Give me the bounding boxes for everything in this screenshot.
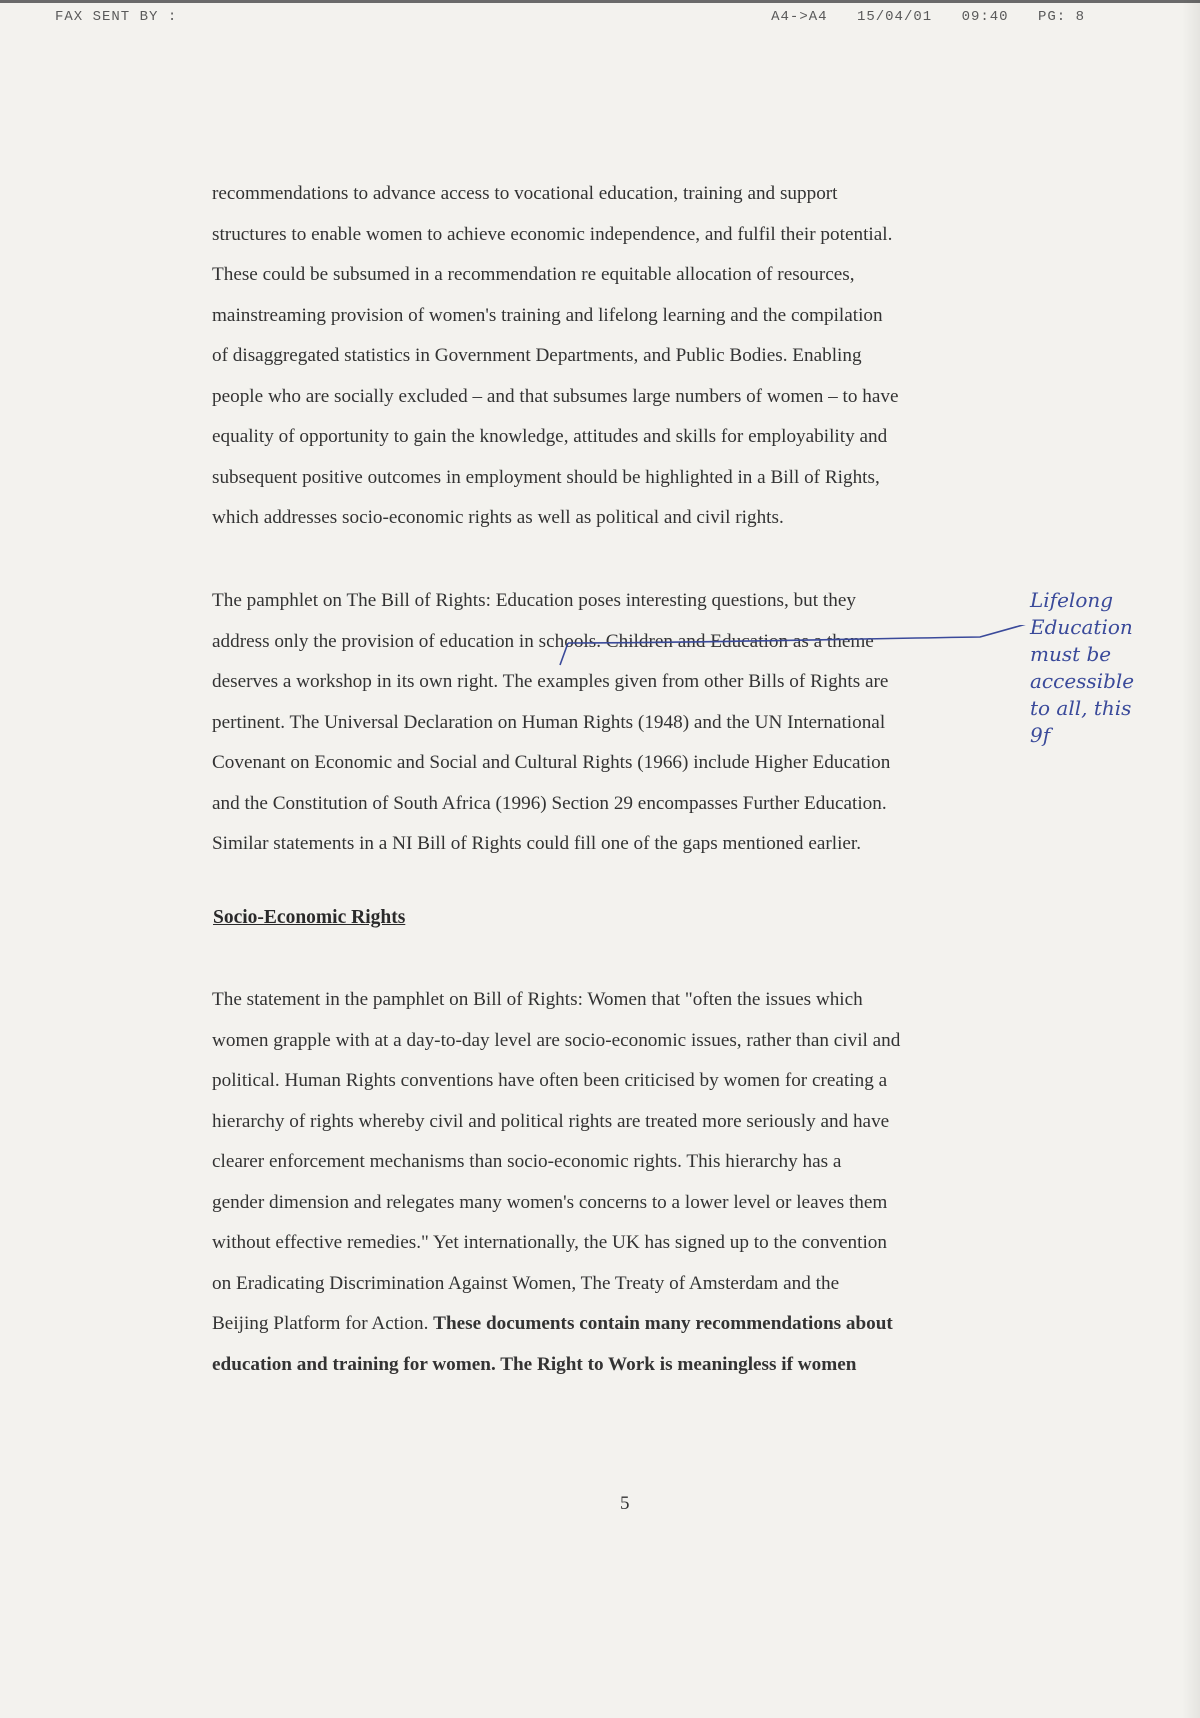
paragraph-education-pamphlet <box>212 581 1042 865</box>
bold-text-line: education and training for women. The Right to Work is meaningless if women <box>212 1353 857 1375</box>
text-line: hierarchy of rights whereby civil and political rights are treated more seriously and have <box>212 1110 890 1132</box>
note-line: to all, this <box>1030 696 1132 720</box>
text-line: mainstreaming provision of women's training and lifelong learning and the compilation <box>212 304 883 326</box>
text-run: Beijing Platform for Action. <box>212 1313 434 1334</box>
text-line: The pamphlet on The Bill of Rights: Education poses interesting questions, but they <box>212 590 856 611</box>
page-edge-shadow <box>1182 0 1200 1718</box>
text-line: Covenant on Economic and Social and Cultural Rights (1966) include Higher Education <box>212 752 891 773</box>
paragraph-socio-economic-rights <box>212 980 1042 1385</box>
fax-date: 15/04/01 <box>856 9 933 25</box>
fax-page: PG: 8 <box>1037 9 1085 25</box>
text-line: structures to enable women to achieve economic independence, and fulfil their potential. <box>212 223 893 245</box>
text-line: of disaggregated statistics in Government Departments, and Public Bodies. Enabling <box>212 345 862 366</box>
text-line: subsequent positive outcomes in employment should be highlighted in a Bill of Rights, <box>212 466 880 488</box>
text-line: gender dimension and relegates many women's concerns to a lower level or leaves them <box>212 1191 888 1213</box>
text-line: Similar statements in a NI Bill of Rights could fill one of the gaps mentioned earlier. <box>212 833 862 854</box>
top-edge <box>0 0 1200 3</box>
fax-transmission-info <box>751 9 1085 25</box>
text-line: recommendations to advance access to vocational education, training and support <box>212 183 838 204</box>
note-line: Education <box>1030 615 1133 639</box>
note-line: accessible <box>1030 669 1135 693</box>
fax-time: 09:40 <box>961 9 1009 25</box>
text-line: women grapple with at a day-to-day level are socio-economic issues, rather than civil and <box>212 1029 901 1051</box>
fax-sender-label: FAX SENT BY : <box>55 9 178 25</box>
section-heading: Socio-Economic Rights <box>213 907 406 928</box>
fax-route: A4->A4 <box>771 9 828 25</box>
handwritten-insertion-mark <box>540 625 1040 685</box>
note-line: must be <box>1030 642 1112 666</box>
text-line: which addresses socio-economic rights as well as political and civil rights. <box>212 507 784 528</box>
text-line: political. Human Rights conventions have often been criticised by women for creating a <box>212 1070 888 1091</box>
text-line: clearer enforcement mechanisms than socio-economic rights. This hierarchy has a <box>212 1151 842 1172</box>
text-line: deserves a workshop in its own right. The examples given from other Bills of Rights are <box>212 671 889 692</box>
note-line: 9f <box>1030 723 1051 747</box>
text-line: address only the provision of education in schools. Children and Education as a theme <box>212 630 874 652</box>
text-line: and the Constitution of South Africa (1996) Section 29 encompasses Further Education. <box>212 792 887 814</box>
text-line: without effective remedies." Yet internationally, the UK has signed up to the convention <box>212 1232 887 1253</box>
bold-text-run: These documents contain many recommendations about <box>433 1313 893 1334</box>
paragraph-vocational-education <box>212 174 1042 539</box>
text-line: on Eradicating Discrimination Against Women, The Treaty of Amsterdam and the <box>212 1272 840 1294</box>
page-number: 5 <box>620 1493 630 1514</box>
text-line: equality of opportunity to gain the knowledge, attitudes and skills for employability and <box>212 426 888 447</box>
note-line: Lifelong <box>1030 588 1114 612</box>
text-line: people who are socially excluded – and that subsumes large numbers of women – to have <box>212 385 899 407</box>
text-line: pertinent. The Universal Declaration on Human Rights (1948) and the UN International <box>212 711 886 733</box>
text-line <box>212 1304 1042 1345</box>
text-line: The statement in the pamphlet on Bill of Rights: Women that "often the issues which <box>212 989 863 1010</box>
text-line: These could be subsumed in a recommendation re equitable allocation of resources, <box>212 264 855 285</box>
handwritten-margin-note <box>1030 587 1200 749</box>
